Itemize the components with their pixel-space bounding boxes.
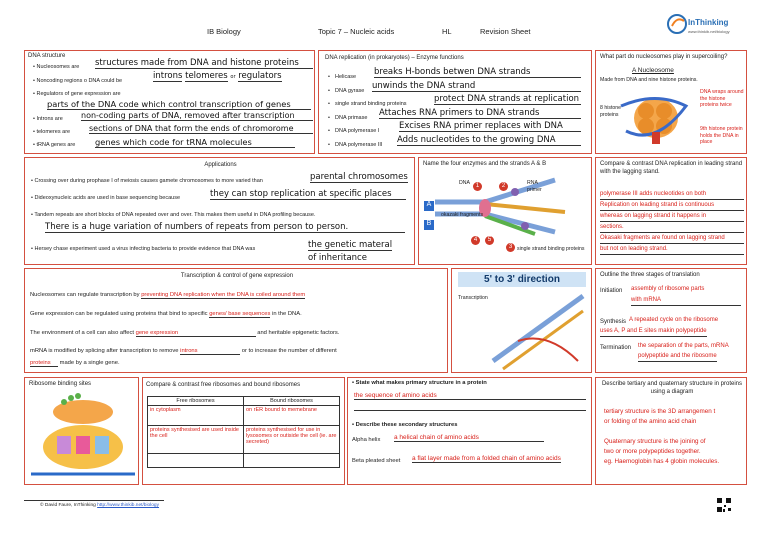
synth-label: Synthesis xyxy=(600,319,627,325)
topic-title: Topic 7 – Nucleic acids xyxy=(318,27,395,36)
compare-strands-line: Replication on leading strand is continuous xyxy=(600,202,744,211)
replication-row-label: Helicase xyxy=(335,74,357,80)
replication-row-label: DNA primase xyxy=(335,114,368,121)
dna-structure-box xyxy=(24,50,315,154)
tx-l2c: / base sequences xyxy=(224,311,271,317)
compare-strands-line: whereas on lagging strand it happens in xyxy=(600,213,744,222)
transcription-title: Transcription & control of gene expression xyxy=(180,273,294,279)
ribosome-box xyxy=(24,377,139,485)
telomeres-answer: sections of DNA that form the ends of chromorome xyxy=(89,124,313,134)
tx-l2a: Gene expression can be regulated using proteins that bind to specific xyxy=(30,311,208,317)
footer xyxy=(40,503,159,508)
nucleosomes-answer: structures made from DNA and histone proteins xyxy=(95,58,313,69)
ps-q1-text: State what makes primary structure in a protein xyxy=(355,380,487,386)
table-cell xyxy=(244,454,340,468)
app-a3: There is a huge variation of numbers of repeats from person to person. xyxy=(45,222,405,233)
label-dna-wraps: DNA wraps around the histone proteins twice xyxy=(700,89,744,108)
translation-box xyxy=(595,268,747,373)
enzyme-num-1: 1 xyxy=(473,182,482,191)
replication-box xyxy=(318,50,592,154)
translation-title: Outline the three stages of translation xyxy=(600,272,700,278)
regulators-label: Regulators of gene expression are xyxy=(36,91,121,97)
replication-row-label: DNA gyrase xyxy=(335,87,365,94)
tertiary-line: eg. Haemoglobin has 4 globin molecules. xyxy=(604,458,720,465)
tx-line1 xyxy=(30,292,305,298)
bullet-trna: • tRNA genes are xyxy=(33,142,76,148)
strand-label-b: B xyxy=(424,220,434,230)
ps-line xyxy=(354,410,586,411)
bullet-icon: • xyxy=(328,87,330,94)
nucleosome-title: A Nucleosome xyxy=(632,67,674,74)
app-q3: • Tandem repeats are short blocks of DNA repeated over and over. This makes them useful in DNA profiling because. xyxy=(31,212,316,218)
compare-strands-line: sections. xyxy=(600,224,744,233)
compare-strands-line: but not on leading strand. xyxy=(600,246,744,255)
app-a1: parental chromosomes xyxy=(310,172,408,182)
replication-row-answer: breaks H-bonds betwen DNA strands xyxy=(374,67,581,78)
nucleosomes-label: Nucleosomes are xyxy=(36,64,80,70)
beta-label: Beta pleated sheet xyxy=(352,458,401,464)
init-answer2: with mRNA xyxy=(631,297,741,306)
table-cell xyxy=(148,454,244,468)
app-q2-text: Dideoxynucleic acids are used in base sequencing because xyxy=(34,195,181,201)
qr-code-icon xyxy=(716,497,732,513)
course-title: IB Biology xyxy=(207,27,241,36)
app-q4: • Hersey chase experiment used a virus infecting bacteria to provide evidence that DNA was xyxy=(31,246,256,252)
level-label: HL xyxy=(442,27,452,36)
tx-line4 xyxy=(30,348,337,355)
tx-l2d: in the DNA. xyxy=(272,311,302,317)
telomeres-label: telomeres are xyxy=(36,129,71,135)
enzyme-num-4: 4 xyxy=(471,236,480,245)
txt-dna: DNA xyxy=(459,180,470,186)
logo xyxy=(664,12,734,40)
tx-line5 xyxy=(30,360,120,367)
enzyme-num-5: 5 xyxy=(485,236,494,245)
footer-rule xyxy=(24,500,164,501)
logo-text: InThinking xyxy=(688,18,729,27)
table-cell: on rER bound to memebrane xyxy=(244,406,340,426)
noncoding-or: or xyxy=(230,74,236,80)
ribosome-title: Ribosome binding sites xyxy=(29,381,92,387)
protein-structure-box xyxy=(347,377,592,485)
compare-strands-line: polymerase III adds nucleotides on both xyxy=(600,191,744,200)
bullet-regulators: • Regulators of gene expression are xyxy=(33,91,121,97)
noncoding-label: Noncoding regions o DNA could be xyxy=(36,78,123,84)
replication-row-answer: protect DNA strands at replication xyxy=(434,94,580,104)
tx-l4a: mRNA is modified by splicing after transcription to remove xyxy=(30,348,179,354)
ps-q1: • State what makes primary structure in a protein xyxy=(352,380,487,386)
bullet-icon: • xyxy=(328,141,330,148)
bullet-icon: • xyxy=(328,128,330,134)
tx-l1b: preventing DNA replication when the DNA is coiled around them xyxy=(141,292,306,298)
tx-l3c: and heritable epigenetic factors. xyxy=(257,330,340,336)
app-q2: • Dideoxynucleic acids are used in base sequencing because xyxy=(31,195,181,201)
app-a2: they can stop replication at specific places xyxy=(210,189,406,200)
ps-a1: the sequence of amino acids xyxy=(354,392,586,400)
tertiary-line: two or more polypeptides together. xyxy=(604,448,701,455)
sheet-title: Revision Sheet xyxy=(480,27,531,36)
txt-okazaki: okazaki fragments xyxy=(441,212,484,218)
alpha-label: Alpha helix xyxy=(352,437,381,443)
direction-caption: Transcription xyxy=(458,295,488,301)
bullet-icon: • xyxy=(328,114,330,121)
enzymes-title: Name the four enzymes and the strands A & B xyxy=(423,161,547,167)
bullet-telomeres: • telomeres are xyxy=(33,129,71,135)
table-cell: in cytoplasm xyxy=(148,406,244,426)
tertiary-line: tertiary structure is the 3D arrangemen t xyxy=(604,408,716,415)
synth-answer1: A repeated cycle on the ribosome xyxy=(629,317,719,323)
transcription-diagram xyxy=(488,291,588,371)
col-bound: Bound ribosomes xyxy=(244,397,340,406)
tx-l4c: or to increase the number of different xyxy=(241,348,337,354)
noncoding-answer xyxy=(153,71,282,81)
label-h1: 9th histone protein holds the DNA in place xyxy=(700,126,743,145)
init-answer1: assembly of ribosome parts xyxy=(631,286,705,292)
footer-link[interactable]: http://www.thinkib.net/biology xyxy=(97,503,160,508)
label-histones: 8 histone proteins xyxy=(600,105,622,118)
tertiary-title: Describe tertiary and quaternary structure in proteins using a diagram xyxy=(601,381,743,395)
beta-answer: a flat layer made from a folded chain of amino acids xyxy=(412,455,561,462)
replication-row-answer: Excises RNA primer replaces with DNA xyxy=(399,121,581,132)
noncoding-a2: telomeres xyxy=(185,71,228,81)
replication-row-answer: Adds nucleotides to the growing DNA xyxy=(397,135,581,146)
introns-label: Introns are xyxy=(36,116,63,122)
nucleosome-diagram xyxy=(616,86,696,151)
ribosomes-compare-title: Compare & contrast free ribosomes and bound ribosomes xyxy=(146,382,301,388)
app-q1-text: Crossing over during prophase I of meiosis causes gamete chromosomes to more varied than xyxy=(34,178,263,184)
app-a4a: the genetic materal xyxy=(308,240,393,250)
synth-answer2: uses A, P and E sites makin polypeptide xyxy=(600,328,707,337)
nucleosome-question: What part do nucleosomes play in supercoiling? xyxy=(600,54,728,60)
tx-l2b: genes xyxy=(209,311,225,317)
compare-strands-line: Okasaki fragments are found on lagging strand xyxy=(600,235,744,244)
noncoding-a3: regulators xyxy=(238,71,282,81)
ribosome-diagram xyxy=(29,392,137,482)
txt-ssb: single strand binding proteins xyxy=(517,246,585,252)
transcription-box xyxy=(24,268,448,373)
tx-l5b: made by a single gene. xyxy=(59,360,120,366)
enzyme-num-2: 2 xyxy=(499,182,508,191)
tx-l3a: The environment of a cell can also affect xyxy=(30,330,134,336)
tertiary-line: Quaternary structure is the joining of xyxy=(604,438,706,445)
ps-q2: • Describe these secondary structures xyxy=(352,422,458,428)
logo-url: www.thinkib.net/biology xyxy=(688,29,730,34)
table-cell: proteins synthesised for use in lysosomes or outiside the cell (ie. are secreted) xyxy=(244,426,340,454)
tertiary-line: or folding of the amino acid chain xyxy=(604,418,697,425)
trna-label: tRNA genes are xyxy=(36,142,76,148)
term-answer1: the separation of the parts, mRNA xyxy=(638,343,729,349)
bullet-icon: • xyxy=(328,101,330,107)
tertiary-box xyxy=(595,377,747,485)
tx-l4b: introns xyxy=(180,348,240,355)
tx-l5a: proteins xyxy=(30,360,58,367)
direction-box xyxy=(451,268,592,373)
app-q3-text: Tandem repeats are short blocks of DNA repeated over and over. This makes them useful in DNA profiling because. xyxy=(34,212,316,218)
nucleosome-subtitle: Made from DNA and nine histone proteins. xyxy=(600,77,698,83)
regulators-answer: parts of the DNA code which control transcription of genes xyxy=(47,99,311,110)
enzymes-box xyxy=(418,157,592,265)
col-free: Free ribosomes xyxy=(148,397,244,406)
tx-l1a: Nucleosomes can regulate transcription by xyxy=(30,292,140,298)
tx-line2 xyxy=(30,311,302,317)
nucleosome-box xyxy=(595,50,747,154)
txt-rna-primer: RNA primer xyxy=(527,180,542,193)
tx-line3 xyxy=(30,330,339,337)
alpha-answer: a helical chain of amino acids xyxy=(394,434,544,442)
compare-strands-title: Compare & contrast DNA replication in leading strand with the lagging stand. xyxy=(600,161,743,175)
replication-title: DNA replication (in prokaryotes) – Enzyme functions xyxy=(325,55,464,61)
dna-structure-title: DNA structure xyxy=(28,53,66,59)
replication-row-label: DNA polymerase I xyxy=(335,128,380,134)
init-label: Initiation xyxy=(600,288,623,294)
applications-title: Applications xyxy=(204,162,237,168)
table-cell: proteins synthesised are used inside the cell xyxy=(148,426,244,454)
tx-l3b: gene expression xyxy=(136,330,256,337)
applications-box xyxy=(24,157,415,265)
enzyme-num-3: 3 xyxy=(506,243,515,252)
bullet-icon: • xyxy=(328,74,330,80)
trna-answer: genes which code for tRNA molecules xyxy=(95,137,295,148)
app-a4b: of inheritance xyxy=(308,253,367,263)
introns-answer: non-coding parts of DNA, removed after transcription xyxy=(81,111,313,121)
ribosomes-compare-box xyxy=(142,377,345,485)
app-q1: • Crossing over during prophase I of meiosis causes gamete chromosomes to more varied than xyxy=(31,178,263,184)
replication-row-answer: Attaches RNA primers to DNA strands xyxy=(379,108,581,119)
term-answer2: polypeptide and the ribosome xyxy=(638,353,717,362)
bullet-nucleosomes: • Nucleosomes are xyxy=(33,64,80,70)
bullet-noncoding: • Noncoding regions o DNA could be xyxy=(33,78,123,84)
ps-q2-text: Describe these secondary structures xyxy=(355,422,458,428)
footer-text: © David Faure, InThinking xyxy=(40,503,96,508)
replication-row-label: DNA polymerase III xyxy=(335,141,383,148)
compare-strands-box xyxy=(595,157,747,265)
strand-label-a: A xyxy=(424,201,434,211)
direction-title: 5' to 3' direction xyxy=(458,272,586,287)
replication-row-answer: unwinds the DNA strand xyxy=(372,81,581,92)
app-q4-text: Hersey chase experiment used a virus infecting bacteria to provide evidence that DNA was xyxy=(34,246,256,252)
replication-row-label: single strand binding proteins xyxy=(335,101,407,107)
ribosomes-table xyxy=(147,396,340,468)
noncoding-a1: introns xyxy=(153,71,183,81)
term-label: Termination xyxy=(600,345,632,351)
bullet-introns: • Introns are xyxy=(33,116,63,122)
